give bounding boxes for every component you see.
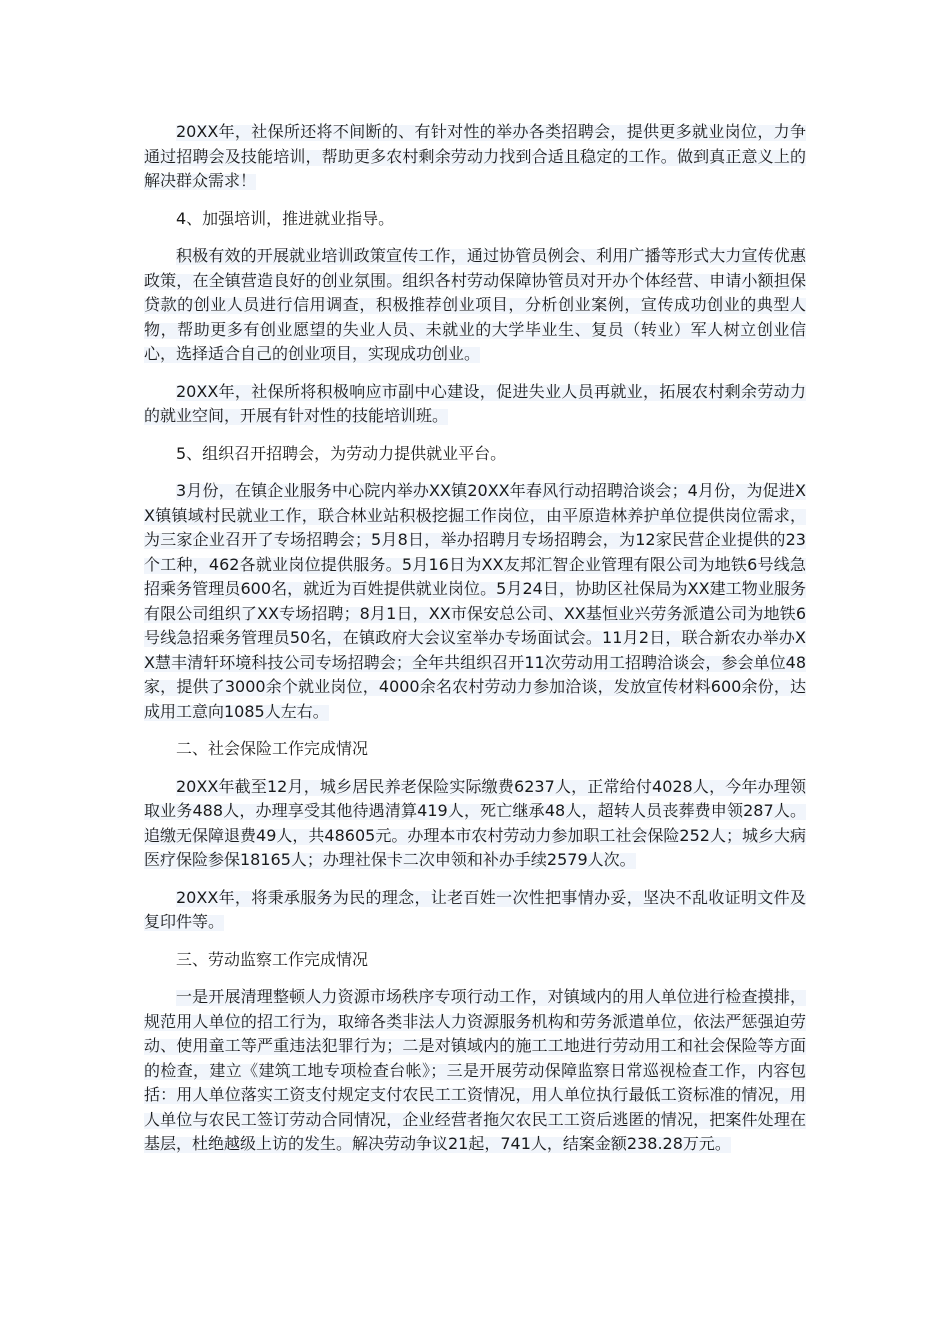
heading-job-fairs: 5、组织召开招聘会，为劳动力提供就业平台。: [176, 443, 507, 463]
heading-labor-inspection: 三、劳动监察工作完成情况: [176, 949, 369, 969]
heading-social-insurance: 二、社会保险工作完成情况: [176, 739, 369, 758]
document-page: [144, 120, 806, 1170]
paragraph-training-plan: 20XX年，社保所将积极响应市副中心建设，促进失业人员再就业，拓展农村剩余劳动力的就业空间，开展有针对性的技能培训班。: [144, 381, 806, 425]
paragraph-service-plan: 20XX年，将秉承服务为民的理念，让老百姓一次性把事情办妥，坚决不乱收证明文件及复印件等。: [144, 887, 806, 931]
paragraph-social-insurance-stats: 20XX年截至12月，城乡居民养老保险实际缴费6237人，正常给付4028人，今年办理领取业务488人，办理享受其他待遇清算419人，死亡继承48人，超转人员丧葬费申领287人。追缴无保障退费49人，共48605元。办理本市农村劳动力参加职工社会保险252人；城乡大病医疗保险参保18165人；办理社保卡二次申领和补办手续2579人次。: [144, 776, 806, 869]
paragraph-labor-inspection-detail: 一是开展清理整顿人力资源市场秩序专项行动工作，对镇域内的用人单位进行检查摸排，规范用人单位的招工行为，取缔各类非法人力资源服务机构和劳务派遣单位，依法严惩强迫劳动、使用童工等严重违法犯罪行为；二是对镇域内的施工工地进行劳动用工和社会保险等方面的检查，建立《建筑工地专项检查台帐》；三是开展劳动保障监察日常巡视检查工作，内容包括：用人单位落实工资支付规定支付农民工工资情况，用人单位执行最低工资标准的情况，用人单位与农民工签订劳动合同情况，企业经营者拖欠农民工工资后逃匿的情况，把案件处理在基层，杜绝越级上访的发生。解决劳动争议21起，741人，结案金额238.28万元。: [144, 987, 806, 1153]
paragraph-recruitment-plan: 20XX年，社保所还将不间断的、有针对性的举办各类招聘会，提供更多就业岗位，力争通过招聘会及技能培训，帮助更多农村剩余劳动力找到合适且稳定的工作。做到真正意义上的解决群众需求！: [144, 122, 806, 190]
paragraph-job-fairs-detail: 3月份，在镇企业服务中心院内举办XX镇20XX年春风行动招聘洽谈会；4月份，为促进XX镇镇域村民就业工作，联合林业站积极挖掘工作岗位，由平原造林养护单位提供岗位需求，为三家企业召开了专场招聘会；5月8日，举办招聘月专场招聘会，为12家民营企业提供的23个工种，462各就业岗位提供服务。5月16日为XX友邦汇智企业管理有限公司为地铁6号线急招乘务管理员600名，就近为百姓提供就业岗位。5月24日，协助区社保局为XX建工物业服务有限公司组织了XX专场招聘；8月1日，XX市保安总公司、XX基恒业兴劳务派遣公司为地铁6号线急招乘务管理员50名，在镇政府大会议室举办专场面试会。11月2日，联合新农办举办XX慧丰清轩环境科技公司专场招聘会；全年共组织召开11次劳动用工招聘洽谈会，参会单位48家，提供了3000余个就业岗位，4000余名农村劳动力参加洽谈，发放宣传材料600余份，达成用工意向1085人左右。: [144, 481, 806, 721]
paragraph-training-policy: 积极有效的开展就业培训政策宣传工作，通过协管员例会、利用广播等形式大力宣传优惠政策，在全镇营造良好的创业氛围。组织各村劳动保障协管员对开办个体经营、申请小额担保贷款的创业人员进行信用调查，积极推荐创业项目，分析创业案例，宣传成功创业的典型人物，帮助更多有创业愿望的失业人员、未就业的大学毕业生、复员（转业）军人树立创业信心，选择适合自己的创业项目，实现成功创业。: [144, 246, 806, 363]
heading-training: 4、加强培训，推进就业指导。: [176, 208, 395, 228]
